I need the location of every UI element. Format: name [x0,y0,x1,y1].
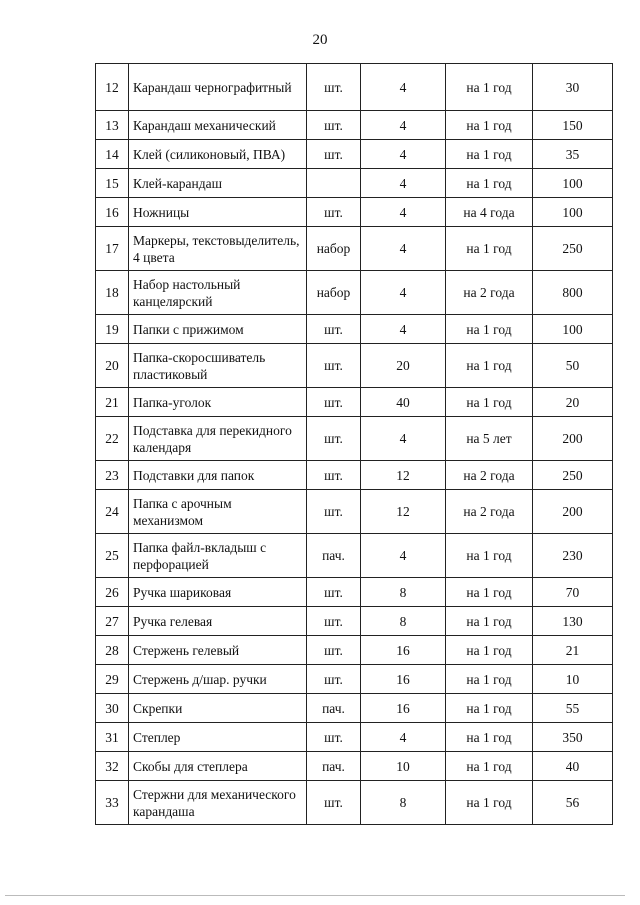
quantity-cell: 20 [361,344,446,388]
unit-cell: шт. [307,315,361,344]
table-row [96,607,613,636]
quantity-cell: 10 [361,752,446,781]
table-row [96,636,613,665]
table-row [96,665,613,694]
period-cell: на 1 год [446,111,533,140]
supply-norms-table [95,63,613,825]
row-number: 14 [96,140,129,169]
row-number: 18 [96,271,129,315]
price-cell: 35 [533,140,613,169]
row-number: 12 [96,64,129,111]
table-row [96,417,613,461]
period-cell: на 1 год [446,64,533,111]
price-cell: 55 [533,694,613,723]
period-cell: на 1 год [446,752,533,781]
row-number: 27 [96,607,129,636]
row-number: 21 [96,388,129,417]
row-number: 13 [96,111,129,140]
quantity-cell: 4 [361,140,446,169]
price-cell: 100 [533,169,613,198]
unit-cell: шт. [307,198,361,227]
quantity-cell: 4 [361,198,446,227]
row-number: 15 [96,169,129,198]
price-cell: 130 [533,607,613,636]
quantity-cell: 4 [361,271,446,315]
table-body [96,64,613,825]
item-name: Стержень гелевый [129,636,307,665]
unit-cell: шт. [307,781,361,825]
item-name: Карандаш чернографитный [129,64,307,111]
price-cell: 30 [533,64,613,111]
row-number: 17 [96,227,129,271]
row-number: 26 [96,578,129,607]
period-cell: на 1 год [446,388,533,417]
quantity-cell: 16 [361,694,446,723]
unit-cell: шт. [307,64,361,111]
row-number: 33 [96,781,129,825]
price-cell: 250 [533,227,613,271]
item-name: Степлер [129,723,307,752]
unit-cell: шт. [307,490,361,534]
footer-divider [5,895,625,896]
table-row [96,315,613,344]
unit-cell: набор [307,271,361,315]
quantity-cell: 4 [361,417,446,461]
price-cell: 150 [533,111,613,140]
period-cell: на 1 год [446,665,533,694]
item-name: Карандаш механический [129,111,307,140]
item-name: Папки с прижимом [129,315,307,344]
row-number: 20 [96,344,129,388]
quantity-cell: 8 [361,607,446,636]
table-row [96,169,613,198]
period-cell: на 1 год [446,781,533,825]
table-row [96,694,613,723]
unit-cell: шт. [307,388,361,417]
unit-cell [307,169,361,198]
table-row [96,578,613,607]
quantity-cell: 4 [361,111,446,140]
row-number: 25 [96,534,129,578]
item-name: Папка-скоросшиватель пластиковый [129,344,307,388]
unit-cell: шт. [307,607,361,636]
row-number: 28 [96,636,129,665]
period-cell: на 1 год [446,694,533,723]
row-number: 30 [96,694,129,723]
period-cell: на 1 год [446,534,533,578]
item-name: Клей (силиконовый, ПВА) [129,140,307,169]
period-cell: на 1 год [446,578,533,607]
item-name: Скрепки [129,694,307,723]
price-cell: 21 [533,636,613,665]
item-name: Ручка гелевая [129,607,307,636]
table-row [96,388,613,417]
quantity-cell: 8 [361,781,446,825]
price-cell: 800 [533,271,613,315]
period-cell: на 1 год [446,344,533,388]
unit-cell: набор [307,227,361,271]
price-cell: 40 [533,752,613,781]
period-cell: на 2 года [446,461,533,490]
table-row [96,198,613,227]
unit-cell: пач. [307,694,361,723]
price-cell: 200 [533,417,613,461]
unit-cell: шт. [307,461,361,490]
item-name: Клей-карандаш [129,169,307,198]
price-cell: 230 [533,534,613,578]
quantity-cell: 8 [361,578,446,607]
table-row [96,723,613,752]
table-row [96,271,613,315]
period-cell: на 1 год [446,140,533,169]
unit-cell: шт. [307,140,361,169]
unit-cell: шт. [307,111,361,140]
item-name: Стержень д/шар. ручки [129,665,307,694]
price-cell: 56 [533,781,613,825]
quantity-cell: 4 [361,64,446,111]
item-name: Ручка шариковая [129,578,307,607]
price-cell: 350 [533,723,613,752]
row-number: 22 [96,417,129,461]
price-cell: 100 [533,315,613,344]
price-cell: 200 [533,490,613,534]
table-row [96,781,613,825]
period-cell: на 1 год [446,636,533,665]
item-name: Подставка для перекидного календаря [129,417,307,461]
table-row [96,461,613,490]
table-row [96,344,613,388]
row-number: 31 [96,723,129,752]
period-cell: на 5 лет [446,417,533,461]
table-row [96,227,613,271]
item-name: Подставки для папок [129,461,307,490]
price-cell: 10 [533,665,613,694]
item-name: Папка-уголок [129,388,307,417]
page-number: 20 [312,32,328,48]
price-cell: 70 [533,578,613,607]
period-cell: на 1 год [446,227,533,271]
price-cell: 100 [533,198,613,227]
item-name: Стержни для механического карандаша [129,781,307,825]
price-cell: 250 [533,461,613,490]
item-name: Скобы для степлера [129,752,307,781]
item-name: Набор настольный канцелярский [129,271,307,315]
quantity-cell: 40 [361,388,446,417]
period-cell: на 2 года [446,490,533,534]
row-number: 16 [96,198,129,227]
table-row [96,752,613,781]
period-cell: на 4 года [446,198,533,227]
period-cell: на 1 год [446,169,533,198]
row-number: 29 [96,665,129,694]
unit-cell: шт. [307,665,361,694]
quantity-cell: 16 [361,665,446,694]
quantity-cell: 4 [361,227,446,271]
unit-cell: шт. [307,578,361,607]
quantity-cell: 4 [361,169,446,198]
price-cell: 50 [533,344,613,388]
period-cell: на 1 год [446,315,533,344]
table-row [96,534,613,578]
table-row [96,111,613,140]
row-number: 19 [96,315,129,344]
row-number: 32 [96,752,129,781]
quantity-cell: 4 [361,723,446,752]
quantity-cell: 4 [361,315,446,344]
period-cell: на 2 года [446,271,533,315]
quantity-cell: 16 [361,636,446,665]
quantity-cell: 12 [361,490,446,534]
price-cell: 20 [533,388,613,417]
unit-cell: шт. [307,636,361,665]
row-number: 24 [96,490,129,534]
period-cell: на 1 год [446,723,533,752]
item-name: Ножницы [129,198,307,227]
table-row [96,140,613,169]
item-name: Папка с арочным механизмом [129,490,307,534]
unit-cell: шт. [307,344,361,388]
table-row [96,490,613,534]
unit-cell: шт. [307,417,361,461]
table-row [96,64,613,111]
quantity-cell: 4 [361,534,446,578]
unit-cell: пач. [307,752,361,781]
item-name: Маркеры, текстовыделитель, 4 цвета [129,227,307,271]
period-cell: на 1 год [446,607,533,636]
quantity-cell: 12 [361,461,446,490]
row-number: 23 [96,461,129,490]
item-name: Папка файл-вкладыш с перфорацией [129,534,307,578]
unit-cell: шт. [307,723,361,752]
unit-cell: пач. [307,534,361,578]
